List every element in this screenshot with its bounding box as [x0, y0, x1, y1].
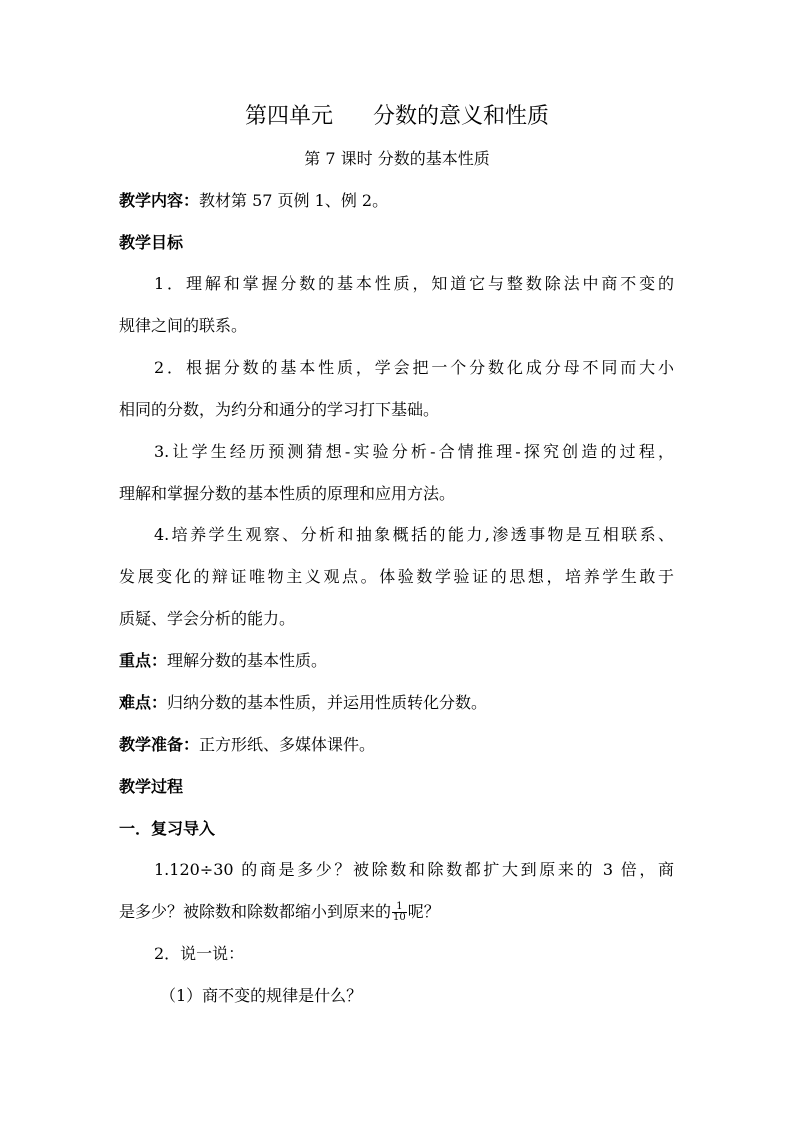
key-point-label: 重点： — [119, 651, 168, 670]
process-label: 教学过程 — [119, 777, 184, 796]
lesson-title: 第 7 课时 分数的基本性质 — [304, 149, 490, 168]
objective-1-line-2: 规律之间的联系。 — [119, 316, 248, 335]
unit-title: 分数的意义和性质 — [373, 104, 550, 129]
preparation-text: 正方形纸、多媒体课件。 — [199, 735, 376, 754]
key-point — [119, 649, 327, 673]
teaching-preparation — [119, 733, 375, 757]
difficulty-text: 归纳分数的基本性质，并运用性质转化分数。 — [167, 693, 488, 712]
review-question-1-text-post: 呢？ — [407, 902, 440, 921]
review-question-1-line-1: 1.120÷30 的商是多少？被除数和除数都扩大到原来的 3 倍，商 — [154, 860, 674, 879]
difficulty-label: 难点： — [119, 693, 168, 712]
review-question-1-text-pre: 是多少？被除数和除数都缩小到原来的 — [119, 902, 392, 921]
objective-2-line-2: 相同的分数，为约分和通分的学习打下基础。 — [119, 400, 440, 419]
review-question-2-sub-1: （1）商不变的规律是什么？ — [160, 986, 363, 1005]
unit-number: 第四单元 — [244, 104, 333, 129]
unit-heading — [0, 102, 794, 132]
difficulty — [119, 691, 487, 715]
objective-4-line-3: 质疑、学会分析的能力。 — [119, 609, 296, 628]
objective-2-line-1: 2．根据分数的基本性质，学会把一个分数化成分母不同而大小 — [154, 358, 674, 377]
teaching-content — [119, 189, 388, 213]
review-question-1-line-2 — [119, 900, 440, 924]
key-point-text: 理解分数的基本性质。 — [167, 651, 328, 670]
fraction-denominator: 10 — [393, 912, 406, 923]
teaching-content-text: 教材第 57 页例 1、例 2。 — [199, 191, 389, 210]
objective-1-line-1: 1．理解和掌握分数的基本性质，知道它与整数除法中商不变的 — [154, 274, 674, 293]
objectives-label: 教学目标 — [119, 233, 184, 252]
objective-3-line-1: 3.让学生经历预测猜想-实验分析-合情推理-探究创造的过程， — [154, 442, 674, 461]
objective-4-line-1: 4.培养学生观察、分析和抽象概括的能力,渗透事物是互相联系、 — [154, 525, 674, 544]
section-1-title: 一．复习导入 — [119, 819, 216, 838]
objective-3-line-2: 理解和掌握分数的基本性质的原理和应用方法。 — [119, 484, 456, 503]
teaching-content-label: 教学内容： — [119, 191, 200, 210]
review-question-2: 2．说一说： — [154, 944, 245, 963]
fraction-numerator: 1 — [392, 902, 407, 913]
preparation-label: 教学准备： — [119, 735, 200, 754]
fraction-one-tenth — [392, 902, 407, 923]
objective-4-line-2: 发展变化的辩证唯物主义观点。体验数学验证的思想，培养学生敢于 — [119, 567, 674, 586]
